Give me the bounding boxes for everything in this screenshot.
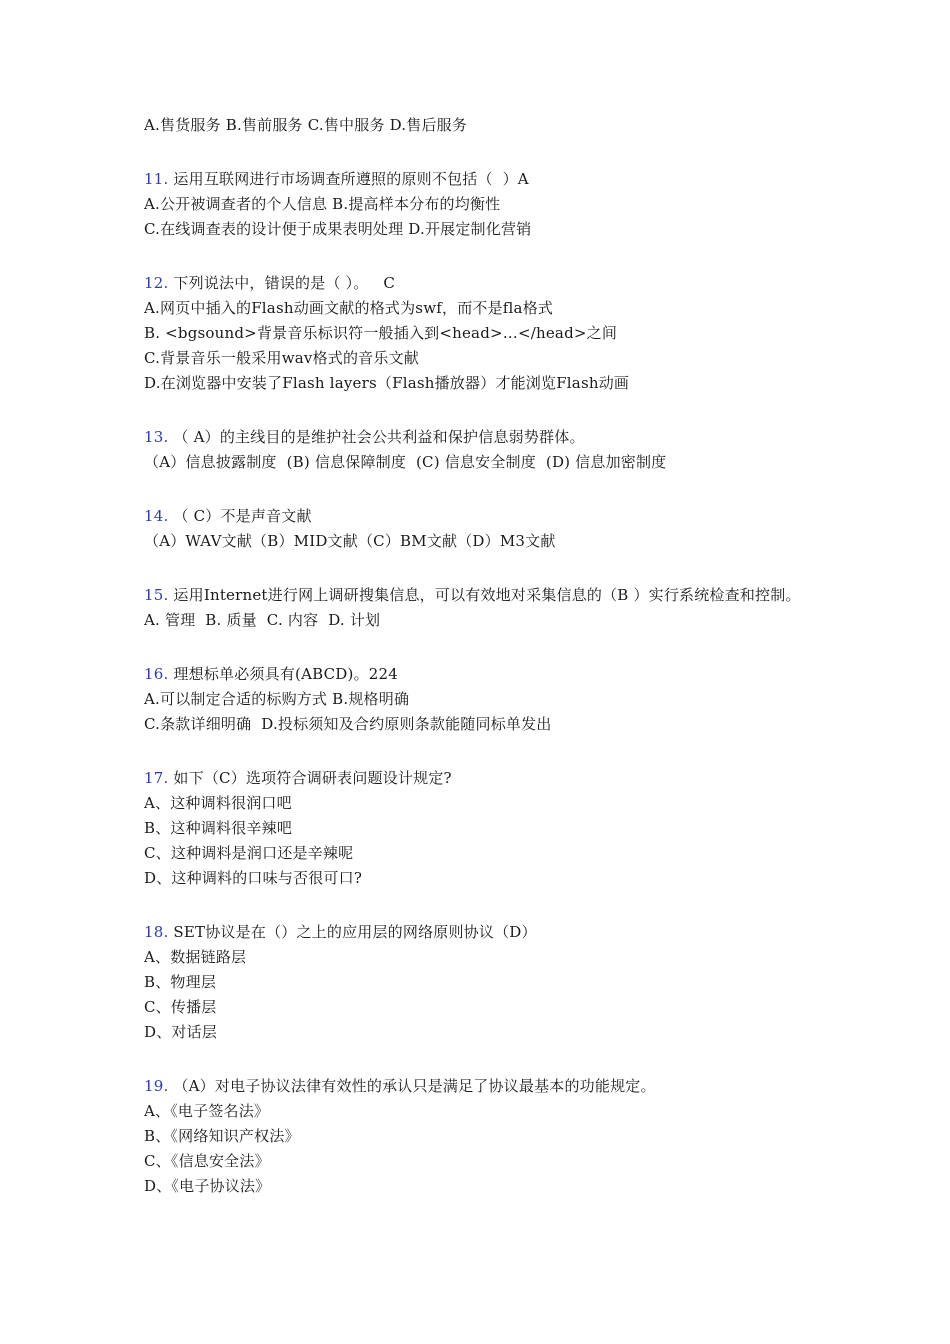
question-19-text: （A）对电子协议法律有效性的承认只是满足了协议最基本的功能规定。: [168, 1077, 656, 1095]
question-18-text: SET协议是在（）之上的应用层的网络原则协议（D）: [168, 923, 537, 941]
document-content: [144, 113, 814, 1199]
question-19-option: C、《信息安全法》: [144, 1152, 270, 1170]
question-13-option: （A）信息披露制度 (B) 信息保障制度 (C) 信息安全制度 (D) 信息加密制度: [144, 453, 667, 471]
question-14-stem: [144, 504, 814, 529]
question-12-option: B. <bgsound>背景音乐标识符一般插入到<head>…</head>之间: [144, 324, 618, 342]
question-18-option: A、数据链路层: [144, 948, 247, 966]
question-14-number: 14.: [144, 507, 169, 525]
question-12-option: D.在浏览器中安装了Flash layers（Flash播放器）才能浏览Flash动画: [144, 374, 630, 392]
question-19-number: 19.: [144, 1077, 169, 1095]
question-15-number: 15.: [144, 586, 169, 604]
question-17-option: A、这种调料很润口吧: [144, 794, 292, 812]
question-11-number: 11.: [144, 170, 169, 188]
question-15-text: 运用Internet进行网上调研搜集信息，可以有效地对采集信息的（B ）实行系统检查和控制。: [168, 586, 801, 604]
question-11-option: C.在线调查表的设计便于成果表明处理 D.开展定制化营销: [144, 220, 532, 238]
question-17-option: C、这种调料是润口还是辛辣呢: [144, 844, 354, 862]
question-12-number: 12.: [144, 274, 169, 292]
question-15-stem: [144, 583, 814, 608]
question-12-option: C.背景音乐一般采用wav格式的音乐文献: [144, 349, 419, 367]
question-18-option: D、对话层: [144, 1023, 218, 1041]
question-19-option: D、《电子协议法》: [144, 1177, 271, 1195]
question-12-stem: [144, 271, 814, 296]
question-11-option: A.公开被调查者的个人信息 B.提高样本分布的均衡性: [144, 195, 501, 213]
question-17-number: 17.: [144, 769, 169, 787]
question-16-number: 16.: [144, 665, 169, 683]
question-12-option: A.网页中插入的Flash动画文献的格式为swf，而不是fla格式: [144, 299, 554, 317]
prev-question-options: A.售货服务 B.售前服务 C.售中服务 D.售后服务: [144, 116, 468, 134]
question-13-number: 13.: [144, 428, 169, 446]
question-12-text: 下列说法中，错误的是（ ）。 C: [168, 274, 396, 292]
question-19-option: A、《电子签名法》: [144, 1102, 270, 1120]
question-18-option: C、传播层: [144, 998, 217, 1016]
question-14-option: （A）WAV文献（B）MID文献（C）BM文献（D）M3文献: [144, 532, 556, 550]
question-11-text: 运用互联网进行市场调查所遵照的原则不包括（ ）A: [168, 170, 529, 188]
question-16-option: C.条款详细明确 D.投标须知及合约原则条款能随同标单发出: [144, 715, 552, 733]
question-14-text: （ C）不是声音文献: [168, 507, 312, 525]
question-18-stem: [144, 920, 814, 945]
question-18-number: 18.: [144, 923, 169, 941]
question-17-stem: [144, 766, 814, 791]
question-13-text: （ A）的主线目的是维护社会公共利益和保护信息弱势群体。: [168, 428, 585, 446]
question-17-option: B、这种调料很辛辣吧: [144, 819, 293, 837]
question-16-option: A.可以制定合适的标购方式 B.规格明确: [144, 690, 410, 708]
question-16-text: 理想标单必须具有(ABCD)。224: [168, 665, 399, 683]
question-13-stem: [144, 425, 814, 450]
question-19-stem: [144, 1074, 814, 1099]
question-19-option: B、《网络知识产权法》: [144, 1127, 300, 1145]
question-17-text: 如下（C）选项符合调研表问题设计规定?: [168, 769, 452, 787]
question-18-option: B、物理层: [144, 973, 217, 991]
question-17-option: D、这种调料的口味与否很可口?: [144, 869, 363, 887]
question-16-stem: [144, 662, 814, 687]
question-15-option: A. 管理 B. 质量 C. 内容 D. 计划: [144, 611, 381, 629]
question-11-stem: [144, 167, 814, 192]
